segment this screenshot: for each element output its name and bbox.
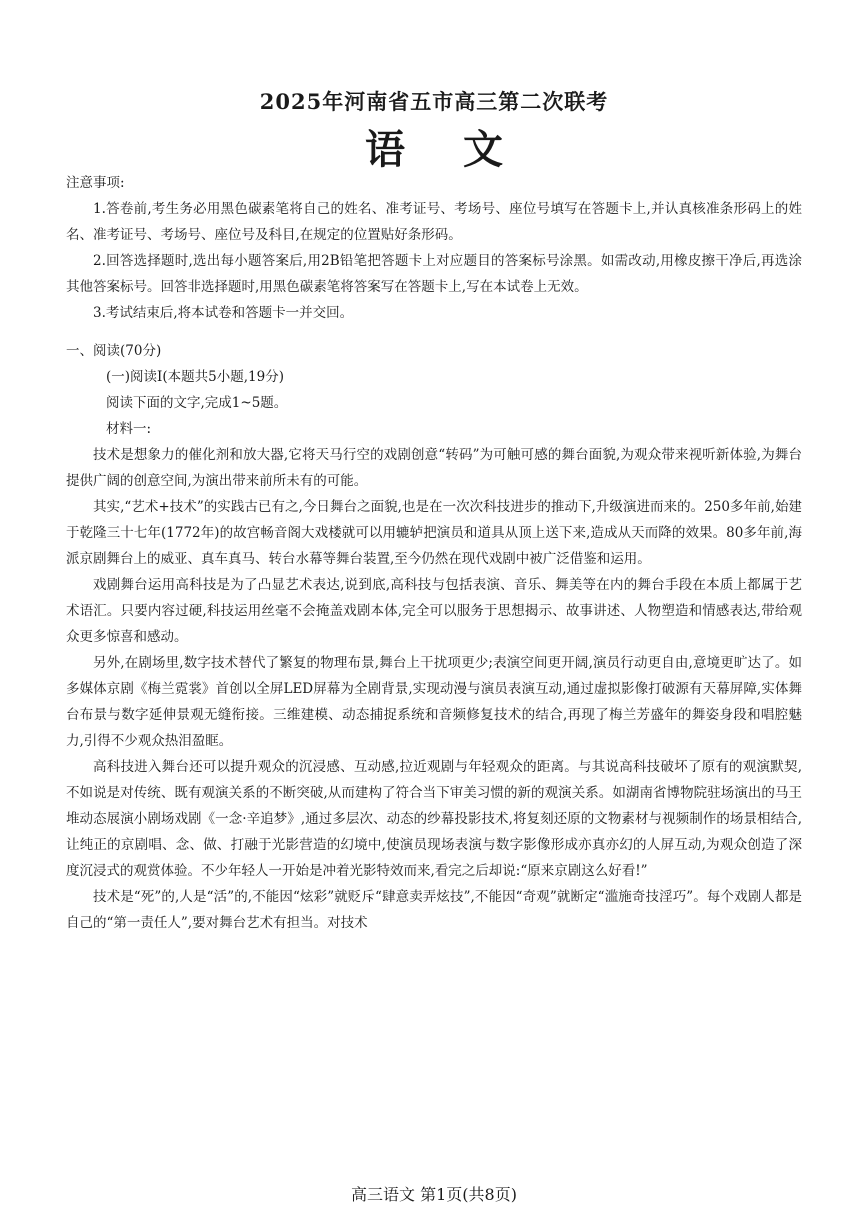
material-label: 材料一: xyxy=(106,421,152,437)
passage-paragraph: 戏剧舞台运用高科技是为了凸显艺术表达,说到底,高科技与包括表演、音乐、舞美等在内的舞台手段在本质上都属于艺术语汇。只要内容过硬,科技运用丝毫不会掩盖戏剧本体,完全可以服务于思想揭示、故事讲述、人物塑造和情感表达,带给观众更多惊喜和感动。 xyxy=(66,577,802,645)
notice-label: 注意事项: xyxy=(66,175,125,191)
subject-title: 语文 xyxy=(365,126,561,173)
passage-paragraph: 技术是想象力的催化剂和放大器,它将天马行空的戏剧创意“转码”为可触可感的舞台面貌,为观众带来视听新体验,为舞台提供广阔的创意空间,为演出带来前所未有的可能。 xyxy=(66,447,802,489)
notice-item: 1.答卷前,考生务必用黑色碳素笔将自己的姓名、准考证号、考场号、座位号填写在答题卡上,并认真核准条形码上的姓名、准考证号、考场号、座位号及科目,在规定的位置贴好条形码。 xyxy=(66,201,802,243)
passage-paragraph: 其实,“艺术+技术”的实践古已有之,今日舞台之面貌,也是在一次次科技进步的推动下,升级演进而来的。250多年前,始建于乾隆三十七年(1772年)的故宫畅音阁大戏楼就可以用辘轳把演员和道具从顶上送下来,造成从天而降的效果。80多年前,海派京剧舞台上的威亚、真车真马、转台水幕等舞台装置,至今仍然在现代戏剧中被广泛借鉴和运用。 xyxy=(66,499,802,567)
exam-title: 2025年河南省五市高三第二次联考 xyxy=(259,89,609,114)
passage-paragraph: 技术是“死”的,人是“活”的,不能因“炫彩”就贬斥“肆意卖弄炫技”,不能因“奇观”就断定“滥施奇技淫巧”。每个戏剧人都是自己的“第一责任人”,要对舞台艺术有担当。对技术 xyxy=(66,889,802,931)
passage-paragraph: 另外,在剧场里,数字技术替代了繁复的物理布景,舞台上干扰项更少;表演空间更开阔,演员行动更自由,意境更旷达了。如多媒体京剧《梅兰霓裳》首创以全屏LED屏幕为全剧背景,实现动漫与演员表演互动,通过虚拟影像打破源有天幕屏障,实体舞台布景与数字延伸景观无缝衔接。三维建模、动态捕捉系统和音频修复技术的结合,再现了梅兰芳盛年的舞姿身段和唱腔魅力,引得不少观众热泪盈眶。 xyxy=(66,655,802,749)
instruction: 阅读下面的文字,完成1~5题。 xyxy=(106,395,288,411)
passage-paragraph: 高科技进入舞台还可以提升观众的沉浸感、互动感,拉近观剧与年轻观众的距离。与其说高科技破坏了原有的观演默契,不如说是对传统、既有观演关系的不断突破,从而建构了符合当下审美习惯的新的观演关系。如湖南省博物院驻场演出的马王堆动态展演小剧场戏剧《一念·辛追梦》,通过多层次、动态的纱幕投影技术,将复刻还原的文物素材与视频制作的场景相结合,让纯正的京剧唱、念、做、打融于光影营造的幻境中,使演员现场表演与数字影像形成亦真亦幻的人屏互动,为观众创造了深度沉浸式的观赏体验。不少年轻人一开始是冲着光影特效而来,看完之后却说:“原来京剧这么好看!” xyxy=(66,759,802,879)
sub-heading: (一)阅读Ⅰ(本题共5小题,19分) xyxy=(106,369,284,385)
notice-item: 3.考试结束后,将本试卷和答题卡一并交回。 xyxy=(93,305,354,321)
exam-body xyxy=(66,170,802,936)
page-footer: 高三语文 第1页(共8页) xyxy=(351,1185,517,1204)
section-heading: 一、阅读(70分) xyxy=(66,343,162,359)
notice-item: 2.回答选择题时,选出每小题答案后,用2B铅笔把答题卡上对应题目的答案标号涂黑。如需改动,用橡皮擦干净后,再选涂其他答案标号。回答非选择题时,用黑色碳素笔将答案写在答题卡上,写在本试卷上无效。 xyxy=(66,253,802,295)
